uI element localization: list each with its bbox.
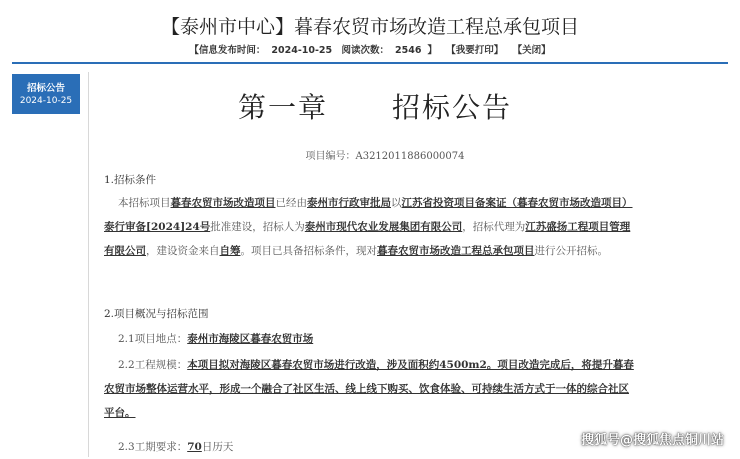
project-number: 项目编号：A3212011886000074 [305, 151, 465, 162]
sidebar-divider [88, 72, 89, 457]
section-1-paragraph: 本招标项目暮春农贸市场改造项目已经由泰州市行政审批局以江苏省投资项目备案证（暮春农贸市场改造项目）泰行审备[2024]24号批准建设，招标人为泰州市现代农业发展集团有限公司，招标代理为江苏盛扬工程项目管理有限公司，建设资金来自自筹。项目已具备招标条件，现对暮春农贸市场改造工程总承包项目进行公开招标。 [104, 197, 633, 257]
close-link[interactable]: 【关闭】 [512, 45, 551, 56]
views-label: 阅读次数： [341, 45, 389, 56]
section-2-title: 2.项目概况与招标范围 [104, 308, 209, 320]
print-link[interactable]: 【我要打印】 [446, 45, 504, 56]
section-1-title: 1.招标条件 [104, 174, 157, 186]
watermark: 搜狐号@搜狐焦点铜川站 [580, 433, 724, 448]
item-2-2: 2.2工程规模：本项目拟对海陵区暮春农贸市场进行改造，涉及面积约4500m2。项目改造完成后，将提升暮春农贸市场整体运营水平，形成一个融合了社区生活、线上线下购买、饮食体验、可持续生活方式于一体的综合社区平台。 [104, 359, 634, 419]
date-badge [12, 74, 80, 114]
page-title: 【泰州市中心】暮春农贸市场改造工程总承包项目 [160, 16, 579, 38]
badge-category: 招标公告 [26, 83, 65, 94]
views-close: 】 [427, 45, 437, 56]
chapter-title: 招标公告 [392, 91, 513, 124]
meta-bar [0, 42, 740, 56]
publish-label: 【信息发布时间： [189, 45, 266, 56]
item-2-1: 2.1项目地点：泰州市海陵区暮春农贸市场 [118, 333, 314, 345]
chapter-number: 第一章 [238, 91, 329, 124]
header-divider [12, 62, 728, 64]
views-count: 2546 [395, 45, 422, 56]
chapter-heading [238, 86, 512, 126]
publish-date: 2024-10-25 [271, 45, 333, 56]
badge-date: 2024-10-25 [19, 96, 73, 106]
item-2-3: 2.3工期要求：70日历天 [118, 441, 234, 453]
